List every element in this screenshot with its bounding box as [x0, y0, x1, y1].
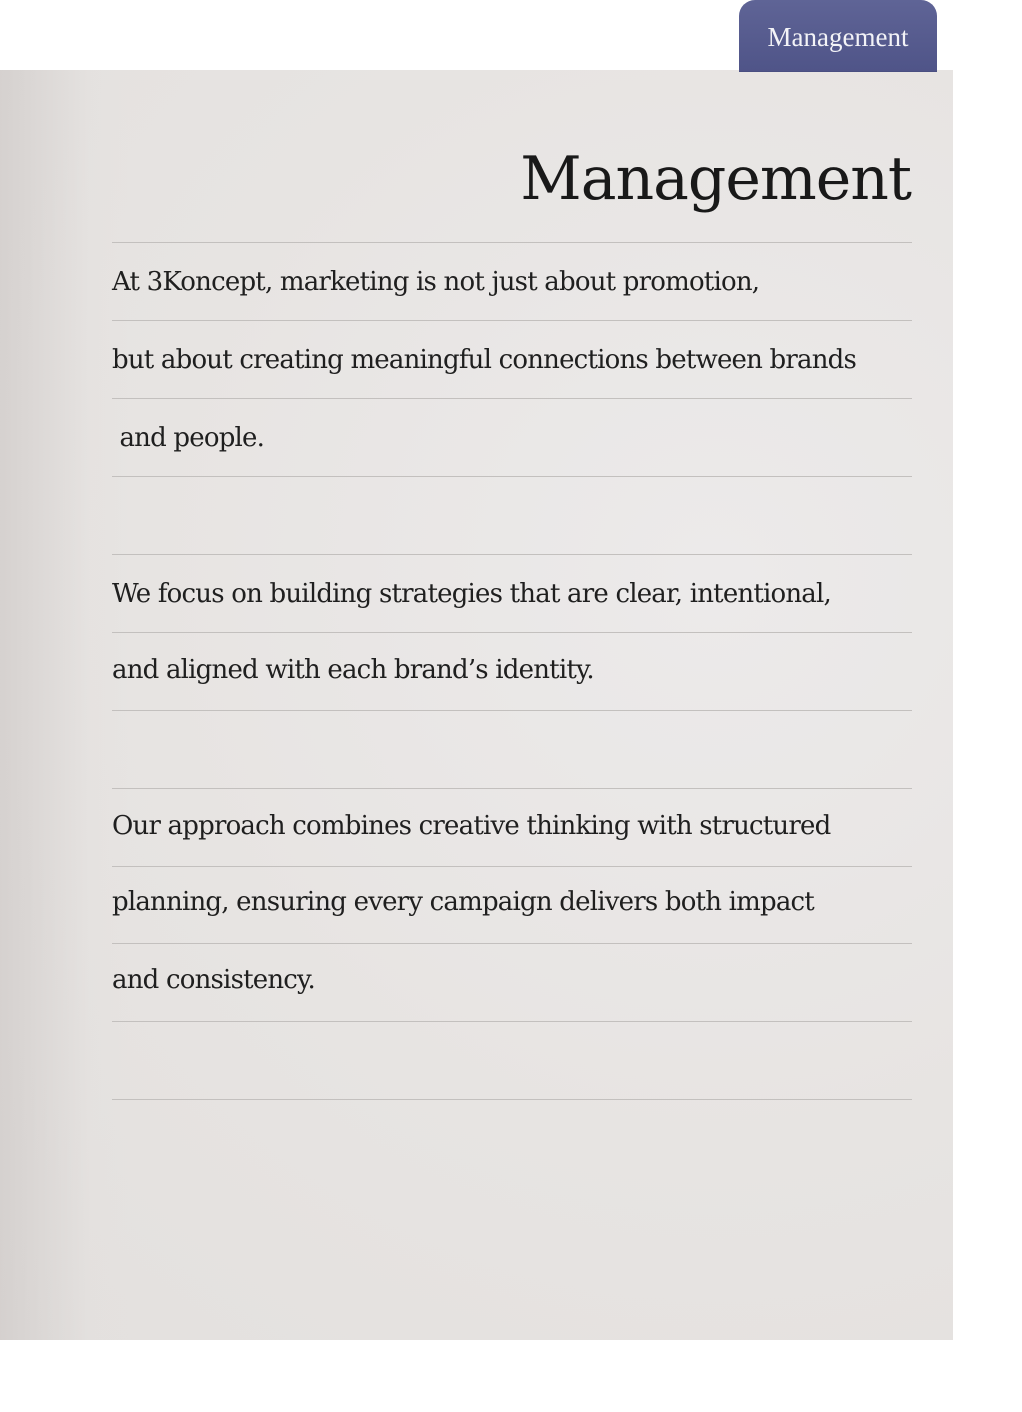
text-line: At 3Koncept, marketing is not just about promotion, [112, 267, 760, 297]
ruled-line [112, 1021, 912, 1022]
ruled-line [112, 1099, 912, 1100]
ruled-line [112, 632, 912, 633]
text-line: planning, ensuring every campaign delivers both impact [112, 887, 814, 917]
text-line: We focus on building strategies that are clear, intentional, [112, 579, 831, 609]
ruled-line [112, 788, 912, 789]
text-line: and consistency. [112, 965, 315, 995]
ruled-line [112, 398, 912, 399]
notebook-page [0, 70, 953, 1340]
ruled-line [112, 320, 912, 321]
text-line: and people. [112, 423, 265, 453]
text-line: Our approach combines creative thinking with structured [112, 811, 831, 841]
ruled-line [112, 554, 912, 555]
ruled-line [112, 242, 912, 243]
ruled-line [112, 866, 912, 867]
text-line: and aligned with each brand’s identity. [112, 655, 594, 685]
management-tab[interactable]: Management [739, 0, 937, 72]
ruled-line [112, 476, 912, 477]
text-line: but about creating meaningful connections between brands [112, 345, 857, 375]
page-title: Management [520, 144, 911, 214]
ruled-line [112, 943, 912, 944]
ruled-line [112, 710, 912, 711]
